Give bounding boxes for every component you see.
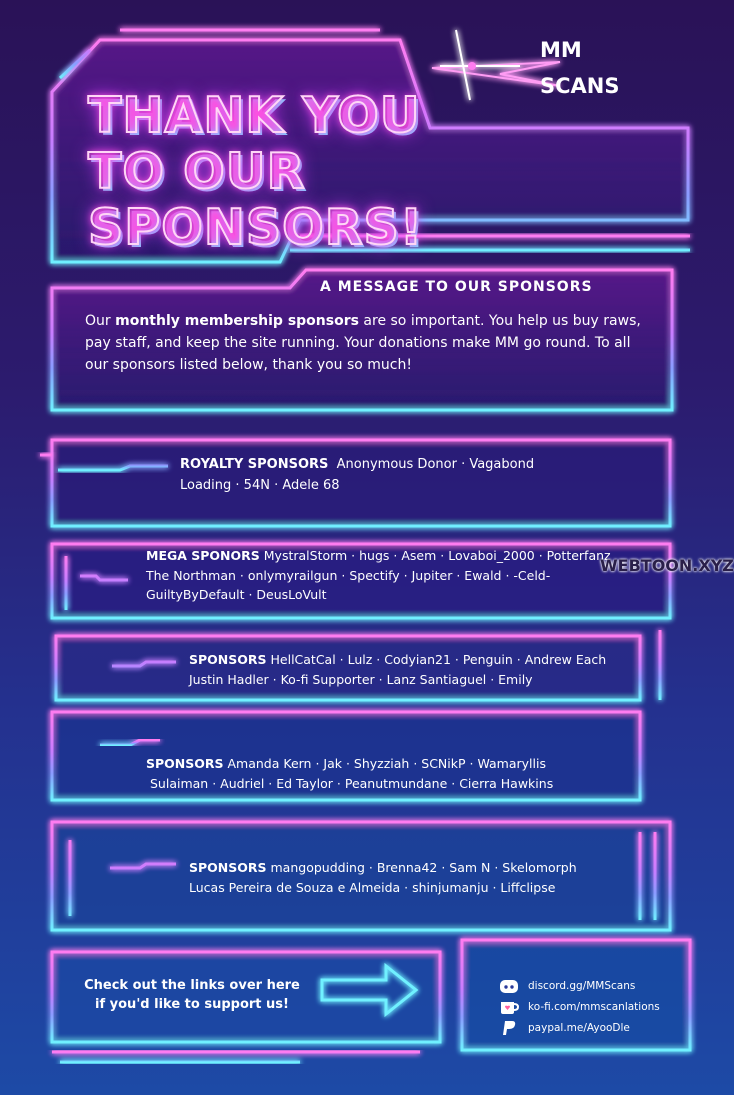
tier-names: Lucas Pereira de Souza e Almeida · shinjumanju · Liffclipse xyxy=(189,879,556,895)
tier-names: GuiltyByDefault · DeusLoVult xyxy=(146,587,327,602)
watermark: WEBTOON.XYZ xyxy=(600,556,734,575)
tier-label: SPONSORS xyxy=(146,756,224,771)
support-links xyxy=(498,976,660,1039)
tier-label: MEGA SPONORS xyxy=(146,548,260,563)
tier-names: MystralStorm · hugs · Asem · Lovaboi_2000 · Potterfanz xyxy=(263,548,611,563)
discord-link[interactable]: discord.gg/MMScans xyxy=(498,976,660,997)
logo xyxy=(540,32,650,104)
message-bold: monthly membership sponsors xyxy=(115,313,359,329)
message-body: Our monthly membership sponsors are so important. You help us buy raws, pay staff, and keep the site running. Your donations make MM go round. To all our sponsors listed below, thank you so much! xyxy=(85,313,641,373)
tier-sponsors-2 xyxy=(146,754,553,793)
tier-names: HellCatCal · Lulz · Codyian21 · Penguin · Andrew Each xyxy=(270,652,607,667)
tier-royalty xyxy=(180,454,534,496)
kofi-link[interactable]: ko-fi.com/mmscanlations xyxy=(498,997,660,1018)
tier-label: SPONSORS xyxy=(189,860,267,875)
message-heading: A MESSAGE TO OUR SPONSORS xyxy=(320,279,593,295)
tier-names: Sulaiman · Audriel · Ed Taylor · Peanutmundane · Cierra Hawkins xyxy=(150,775,554,791)
tier-names: Justin Hadler · Ko-fi Supporter · Lanz Santiaguel · Emily xyxy=(189,671,533,687)
logo-line-1: MM xyxy=(540,38,582,62)
logo-line-2: SCANS xyxy=(540,74,620,98)
title-line-1: THANK YOU xyxy=(88,87,421,144)
tier-names: The Northman · onlymyrailgun · Spectify · Jupiter · Ewald · -Celd- xyxy=(146,567,551,583)
paypal-icon xyxy=(498,1020,520,1037)
tier-names: Anonymous Donor · Vagabond xyxy=(336,457,535,472)
discord-icon xyxy=(498,978,520,995)
tier-label: SPONSORS xyxy=(189,652,267,667)
paypal-link[interactable]: paypal.me/AyooDle xyxy=(498,1018,660,1039)
page-title xyxy=(88,88,568,256)
tier-names: Loading · 54N · Adele 68 xyxy=(180,478,340,493)
tier-names: mangopudding · Brenna42 · Sam N · Skelomorph xyxy=(270,860,577,875)
support-cta: Check out the links over here if you'd like to support us! xyxy=(84,978,300,1012)
tier-label: ROYALTY SPONSORS xyxy=(180,457,329,472)
tier-mega xyxy=(146,546,611,605)
kofi-icon xyxy=(498,999,520,1016)
tier-sponsors-3 xyxy=(189,858,577,897)
title-line-2: TO OUR SPONSORS! xyxy=(88,143,424,256)
tier-sponsors-1 xyxy=(189,650,606,689)
tier-names: Amanda Kern · Jak · Shyzziah · SCNikP · Wamaryllis xyxy=(227,756,546,771)
